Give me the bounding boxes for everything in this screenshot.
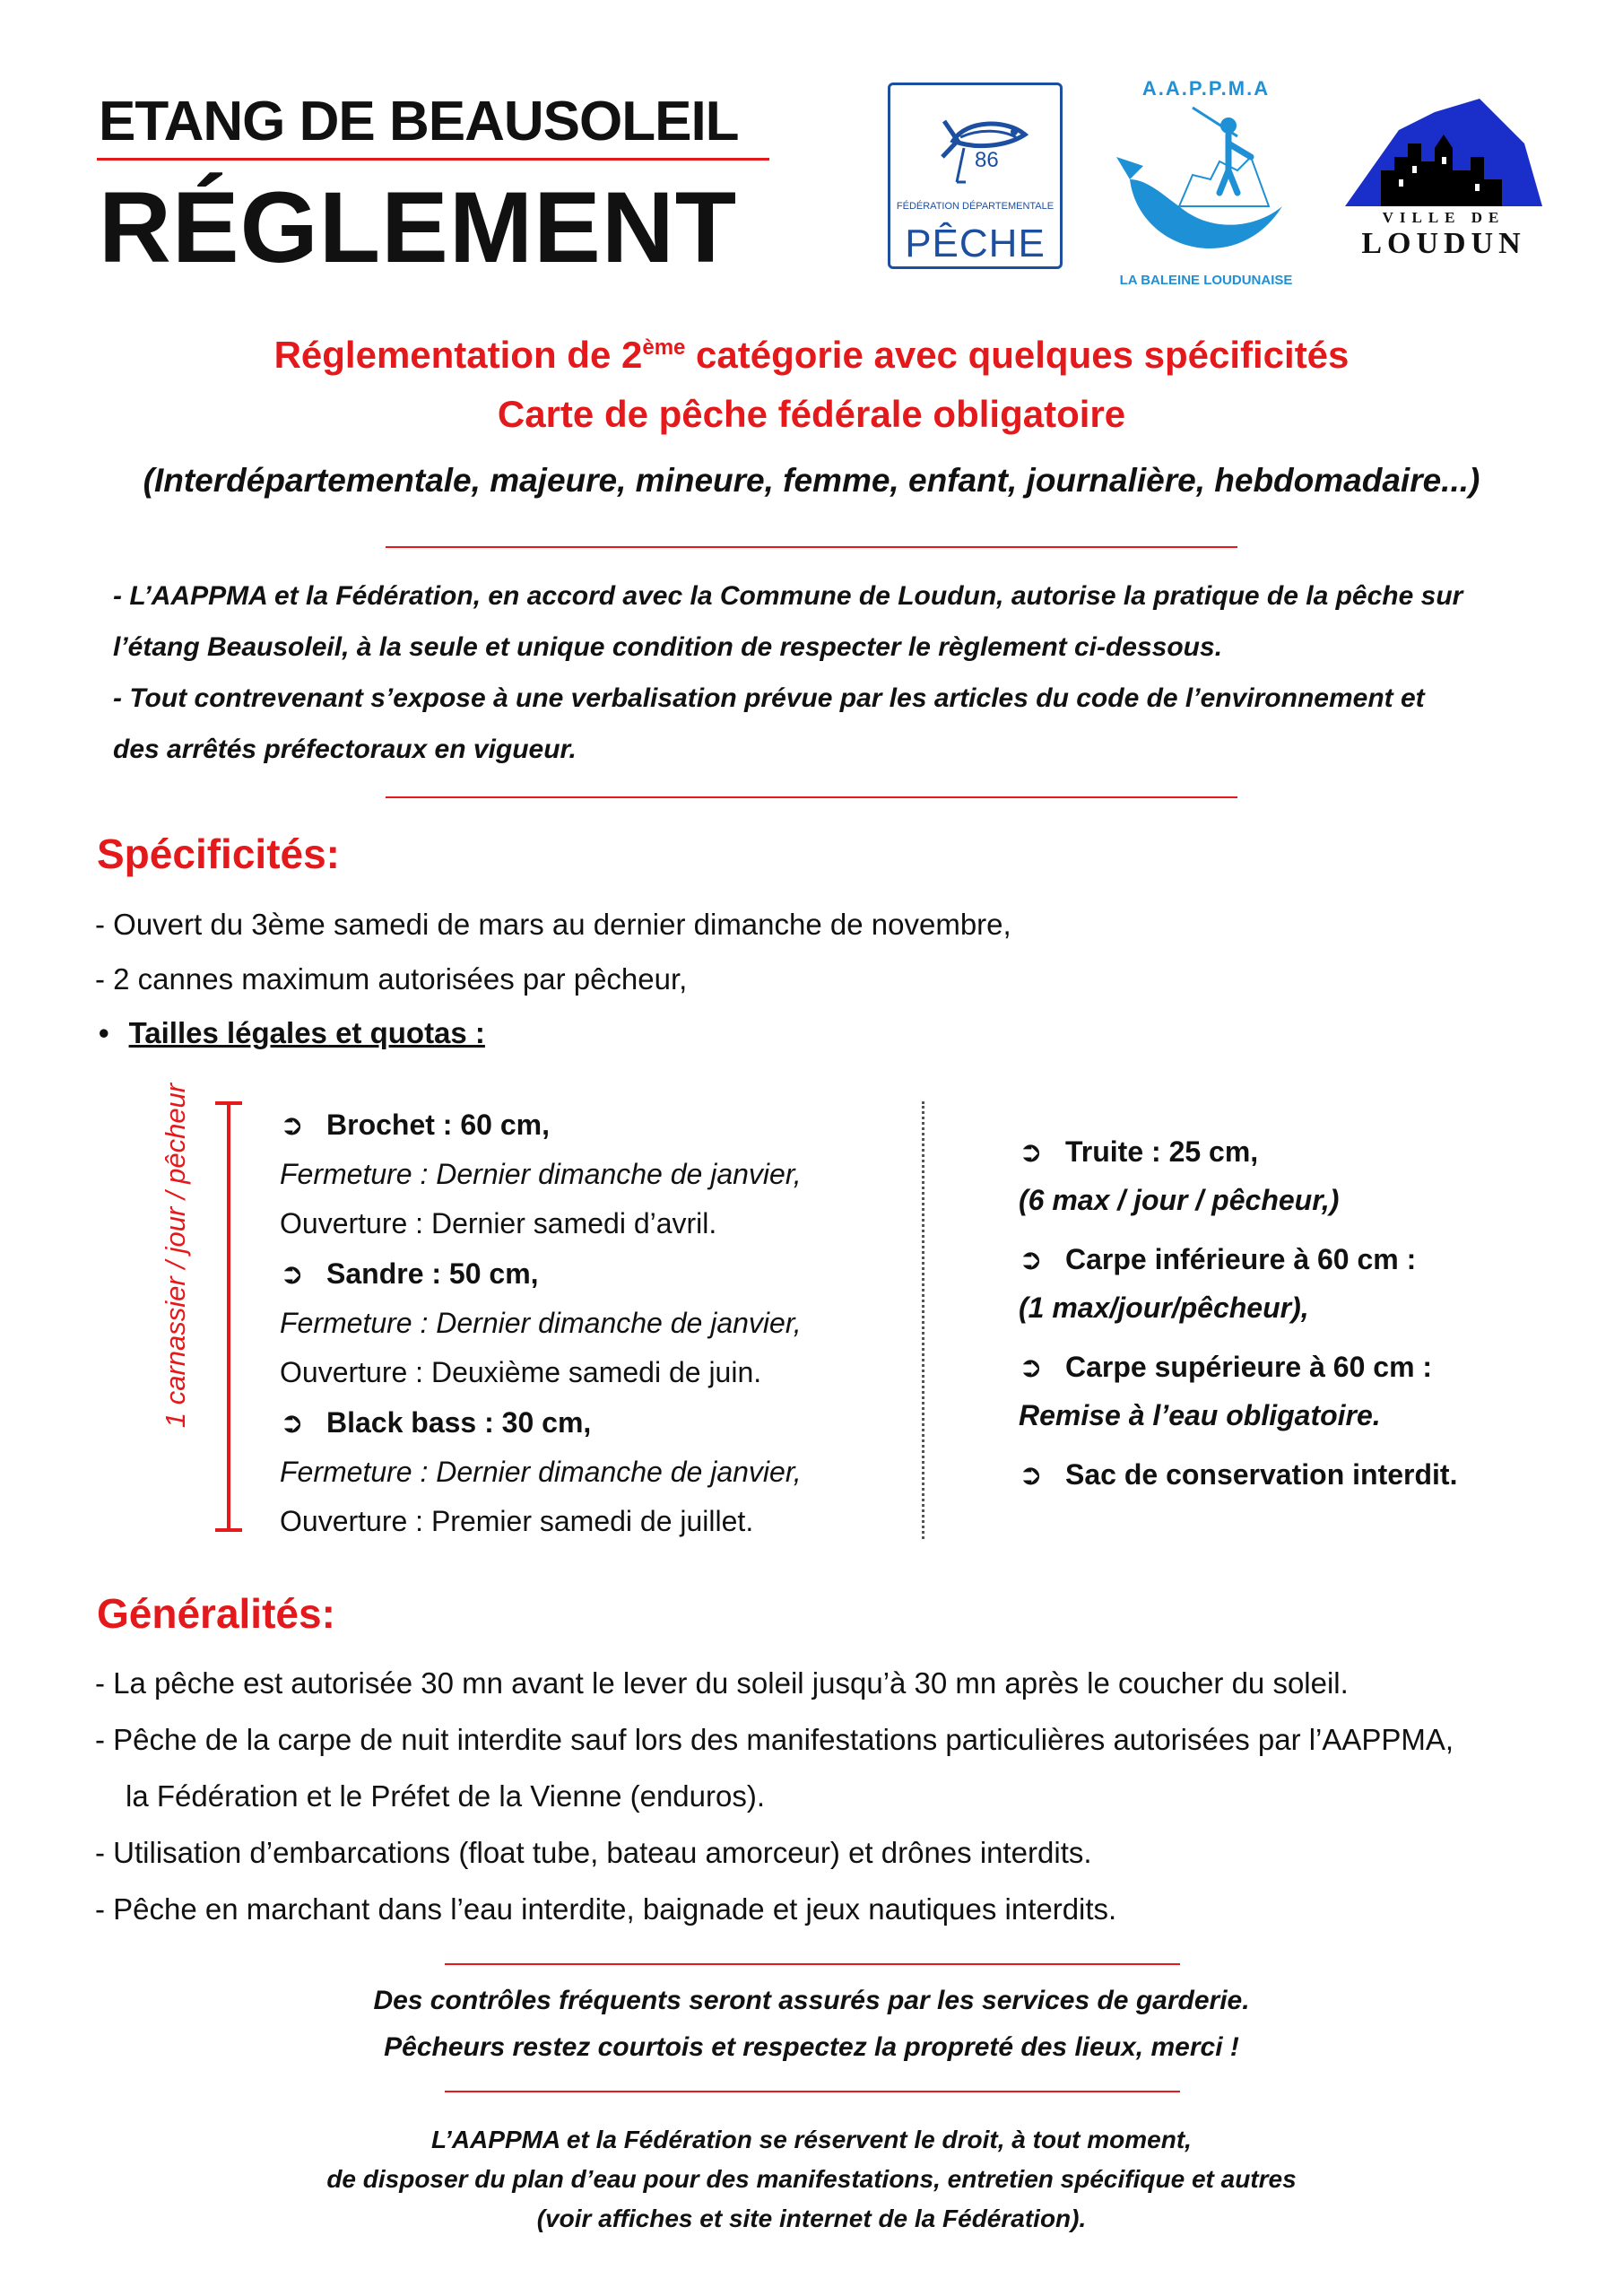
arrow-icon: ➲ (1019, 1135, 1043, 1168)
notice-line: Pêcheurs restez courtois et respectez la propreté des lieux, merci ! (384, 2032, 1239, 2062)
arrow-icon: ➲ (280, 1257, 304, 1290)
fish-carpe-large: ➲ Carpe supérieure à 60 cm : (1019, 1351, 1433, 1383)
place-name: ETANG DE BEAUSOLEIL (99, 91, 739, 152)
fish-sandre: ➲ Sandre : 50 cm, (280, 1257, 539, 1290)
column-separator (922, 1101, 924, 1539)
ouverture-text: Ouverture : Premier samedi de juillet. (280, 1505, 754, 1537)
sac-conservation: ➲ Sac de conservation interdit. (1019, 1458, 1458, 1491)
arrow-icon: ➲ (1019, 1243, 1043, 1275)
federation-label: FÉDÉRATION DÉPARTEMENTALE (896, 201, 1055, 212)
title-divider (97, 158, 769, 161)
fermeture-text: Fermeture : Dernier dimanche de janvier, (280, 1456, 802, 1488)
section-title-generalites: Généralités: (97, 1590, 335, 1637)
aappma-title: A.A.P.P.M.A (1141, 77, 1271, 100)
whale-angler-icon (1094, 72, 1318, 296)
ouverture-text: Ouverture : Deuxième samedi de juin. (280, 1356, 762, 1388)
spec-line: - 2 cannes maximum autorisées par pêcheur, (95, 962, 688, 996)
footer-line: (voir affiches et site internet de la Fédération). (536, 2205, 1087, 2232)
fermeture-text: Fermeture : Dernier dimanche de janvier, (280, 1158, 802, 1190)
loudun-subtitle: VILLE DE (1382, 209, 1506, 226)
subtitle-line-3: (Interdépartementale, majeure, mineure, femme, enfant, journalière, hebdomadaire...) (143, 462, 1480, 499)
bracket-line (227, 1101, 230, 1532)
generalite-line: - Pêche en marchant dans l’eau interdite, baignade et jeux nautiques interdits. (95, 1892, 1117, 1926)
divider (445, 2091, 1180, 2092)
arrow-icon: ➲ (280, 1406, 304, 1439)
subtitle-line-2: Carte de pêche fédérale obligatoire (497, 393, 1126, 435)
federation-name: PÊCHE (905, 222, 1046, 265)
fish-truite: ➲ Truite : 25 cm, (1019, 1135, 1259, 1168)
loudun-name: LOUDUN (1361, 227, 1526, 260)
arrow-icon: ➲ (1019, 1351, 1043, 1383)
generalite-line: - La pêche est autorisée 30 mn avant le lever du soleil jusqu’à 30 mn après le coucher du soleil. (95, 1666, 1349, 1700)
divider (386, 796, 1237, 798)
truite-note: (6 max / jour / pêcheur,) (1019, 1184, 1340, 1216)
bracket-bottom (215, 1528, 242, 1532)
bracket-top (215, 1101, 242, 1105)
arrow-icon: ➲ (1019, 1458, 1043, 1491)
intro-line: des arrêtés préfectoraux en vigueur. (113, 735, 577, 764)
generalite-line: - Pêche de la carpe de nuit interdite sauf lors des manifestations particulières autorisées par l’AAPPMA, (95, 1723, 1454, 1756)
notice-line: Des contrôles fréquents seront assurés par les services de garderie. (373, 1986, 1250, 2015)
fish-brochet: ➲ Brochet : 60 cm, (280, 1109, 550, 1141)
intro-line: - L’AAPPMA et la Fédération, en accord avec la Commune de Loudun, autorise la pratique de la pêche sur (113, 581, 1463, 611)
generalite-line: - Utilisation d’embarcations (float tube, bateau amorceur) et drônes interdits. (95, 1836, 1092, 1869)
federation-number: 86 (975, 148, 999, 172)
generalite-line: la Fédération et le Préfet de la Vienne (enduros). (126, 1779, 765, 1813)
tailles-heading: • Tailles légales et quotas : (99, 1016, 485, 1049)
section-title-specificites: Spécificités: (97, 831, 340, 877)
carpe-small-note: (1 max/jour/pêcheur), (1019, 1292, 1309, 1324)
fish-black-bass: ➲ Black bass : 30 cm, (280, 1406, 592, 1439)
arrow-icon: ➲ (280, 1109, 304, 1141)
loudun-logo (1345, 94, 1542, 265)
fish-icon (890, 85, 1065, 193)
intro-line: l’étang Beausoleil, à la seule et unique condition de respecter le règlement ci-dessous. (113, 632, 1223, 662)
carnassier-quota-label: 1 carnassier / jour / pêcheur (160, 1083, 191, 1429)
fish-carpe-small: ➲ Carpe inférieure à 60 cm : (1019, 1243, 1417, 1275)
ouverture-text: Ouverture : Dernier samedi d’avril. (280, 1207, 717, 1239)
subtitle-line-1: Réglementation de 2ème catégorie avec quelques spécificités (273, 334, 1350, 376)
aappma-logo (1094, 72, 1318, 296)
divider (386, 546, 1237, 548)
divider (445, 1963, 1180, 1965)
footer-line: de disposer du plan d’eau pour des manifestations, entretien spécifique et autres (326, 2165, 1297, 2193)
carpe-large-note: Remise à l’eau obligatoire. (1019, 1399, 1381, 1431)
footer-line: L’AAPPMA et la Fédération se réservent le droit, à tout moment, (431, 2126, 1192, 2153)
page-title: RÉGLEMENT (99, 171, 738, 283)
city-skyline-icon (1345, 94, 1542, 211)
aappma-subtitle: LA BALEINE LOUDUNAISE (1119, 273, 1293, 288)
intro-line: - Tout contrevenant s’expose à une verbalisation prévue par les articles du code de l’environnement et (113, 683, 1425, 713)
fermeture-text: Fermeture : Dernier dimanche de janvier, (280, 1307, 802, 1339)
federation-logo (888, 83, 1063, 269)
spec-line: - Ouvert du 3ème samedi de mars au dernier dimanche de novembre, (95, 908, 1011, 941)
